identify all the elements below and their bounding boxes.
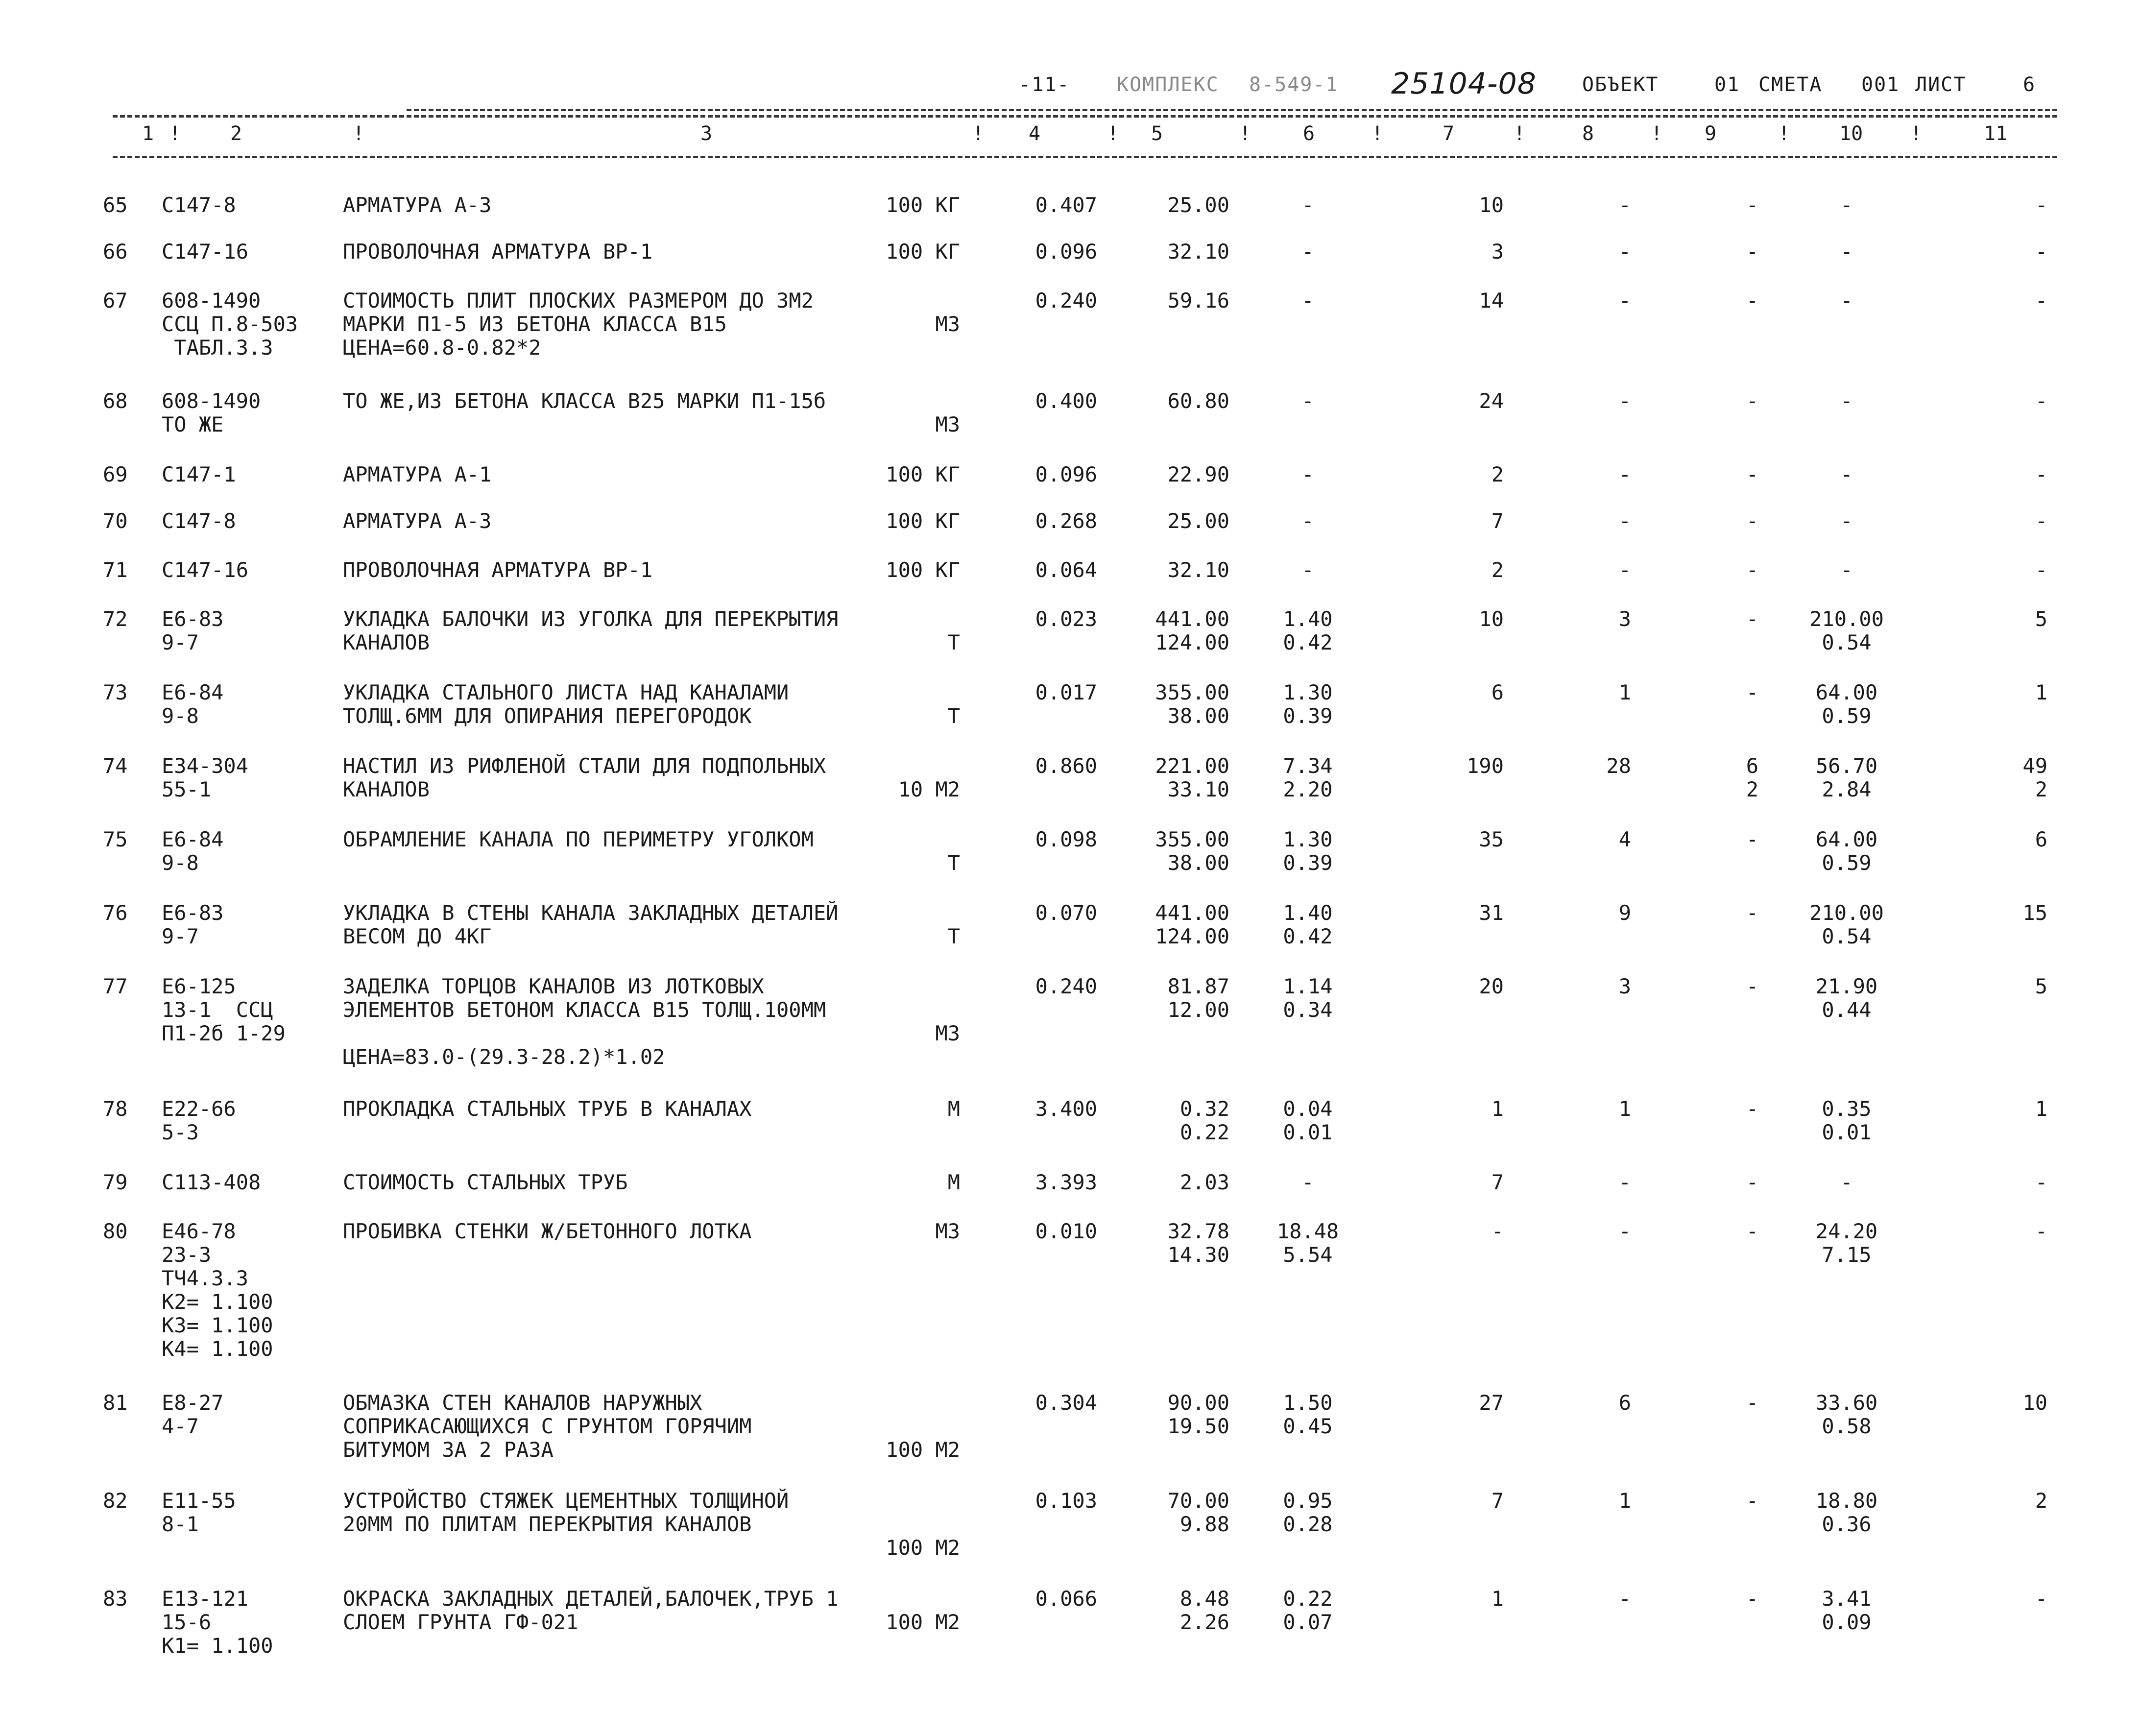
column-number-1: 1 (142, 122, 154, 145)
col-9: - (1746, 240, 1758, 264)
unit: 100 М2 (886, 1438, 960, 1462)
col-9: 6 2 (1746, 754, 1758, 801)
work-description: АРМАТУРА А-1 (343, 462, 492, 486)
unit: М3 (935, 412, 960, 436)
rate-code: Е34-304 55-1 (162, 754, 249, 801)
unit-price: 441.00 124.00 (1155, 607, 1229, 654)
work-description: АРМАТУРА А-3 (343, 193, 492, 217)
col-10: 21.90 0.44 (1815, 974, 1878, 1022)
complex-label: КОМПЛЕКС (1117, 73, 1219, 96)
col-10: - (1840, 389, 1853, 413)
col-9: - (1746, 1219, 1758, 1243)
unit-price: 32.78 14.30 (1167, 1219, 1229, 1267)
column-separator: ! (169, 122, 181, 145)
quantity: 3.400 (1035, 1097, 1097, 1121)
page-mark: -11- (1019, 73, 1070, 96)
object-no: 01 (1714, 73, 1740, 96)
col-10: 33.60 0.58 (1815, 1391, 1878, 1438)
unit-price: 355.00 38.00 (1155, 680, 1229, 728)
column-header-bottom-rule (113, 156, 2057, 158)
col-10: 0.35 0.01 (1822, 1097, 1872, 1144)
row-number: 70 (103, 509, 128, 533)
column-number-4: 4 (1029, 122, 1041, 145)
unit-price: 32.10 (1167, 240, 1229, 264)
col-10: 3.41 0.09 (1822, 1587, 1872, 1634)
unit: М3 (935, 1021, 960, 1045)
col-7: 35 (1479, 827, 1504, 851)
col-11: 5 (2035, 607, 2047, 631)
col-8: - (1618, 389, 1631, 413)
quantity: 0.860 (1035, 754, 1097, 778)
col-9: - (1746, 289, 1758, 313)
col-6: 1.40 0.42 (1283, 901, 1333, 948)
rate-code: Е6-83 9-7 (162, 901, 224, 948)
row-number: 69 (103, 462, 128, 486)
col-8: 1 (1618, 680, 1631, 704)
col-6: 0.04 0.01 (1283, 1097, 1333, 1144)
col-8: - (1618, 1587, 1631, 1611)
column-separator: ! (1651, 122, 1663, 145)
quantity: 0.240 (1035, 289, 1097, 313)
unit: Т (947, 851, 960, 875)
rate-code: Е6-84 9-8 (162, 827, 224, 875)
unit: 100 КГ (886, 509, 960, 533)
col-6: - (1301, 193, 1314, 217)
col-7: 7 (1491, 1489, 1504, 1513)
col-7: 6 (1491, 680, 1504, 704)
column-number-6: 6 (1303, 122, 1315, 145)
col-9: - (1746, 1097, 1758, 1121)
unit-price: 90.00 19.50 (1167, 1391, 1229, 1438)
col-11: - (2035, 509, 2047, 533)
col-10: - (1840, 289, 1853, 313)
unit: М3 (935, 1219, 960, 1243)
row-number: 65 (103, 193, 128, 217)
work-description: УКЛАДКА В СТЕНЫ КАНАЛА ЗАКЛАДНЫХ ДЕТАЛЕЙ ВЕСОМ ДО 4КГ (343, 901, 839, 948)
unit: 100 М2 (886, 1536, 960, 1560)
row-number: 72 (103, 607, 128, 631)
col-11: - (2035, 1219, 2047, 1243)
col-7: 190 (1467, 754, 1504, 778)
col-10: - (1840, 462, 1853, 486)
col-11: - (2035, 289, 2047, 313)
col-10: 64.00 0.59 (1815, 680, 1878, 728)
col-6: 0.22 0.07 (1283, 1587, 1333, 1634)
col-9: - (1746, 607, 1758, 631)
quantity: 0.268 (1035, 509, 1097, 533)
quantity: 0.070 (1035, 901, 1097, 925)
col-11: 6 (2035, 827, 2047, 851)
quantity: 0.096 (1035, 462, 1097, 486)
rate-code: Е13-121 15-6 К1= 1.100 (162, 1587, 273, 1658)
col-9: - (1746, 509, 1758, 533)
unit: Т (947, 630, 960, 654)
col-10: - (1840, 240, 1853, 264)
quantity: 0.304 (1035, 1391, 1097, 1415)
unit: Т (947, 704, 960, 728)
col-7: 1 (1491, 1587, 1504, 1611)
col-6: 18.48 5.54 (1276, 1219, 1339, 1267)
estimate-label: СМЕТА (1758, 73, 1823, 96)
col-9: - (1746, 462, 1758, 486)
col-6: - (1301, 509, 1314, 533)
row-number: 73 (103, 680, 128, 704)
quantity: 0.066 (1035, 1587, 1097, 1611)
col-6: - (1301, 240, 1314, 264)
col-7: 27 (1479, 1391, 1504, 1415)
col-11: - (2035, 558, 2047, 582)
row-number: 77 (103, 974, 128, 998)
work-description: СТОИМОСТЬ СТАЛЬНЫХ ТРУБ (343, 1170, 628, 1194)
col-10: 24.20 7.15 (1815, 1219, 1878, 1267)
col-8: - (1618, 462, 1631, 486)
column-number-10: 10 (1839, 122, 1863, 145)
work-description: ОКРАСКА ЗАКЛАДНЫХ ДЕТАЛЕЙ,БАЛОЧЕК,ТРУБ 1 СЛОЕМ ГРУНТА ГФ-021 (343, 1587, 839, 1634)
row-number: 76 (103, 901, 128, 925)
col-9: - (1746, 827, 1758, 851)
col-6: 1.50 0.45 (1283, 1391, 1333, 1438)
row-number: 80 (103, 1219, 128, 1243)
row-number: 83 (103, 1587, 128, 1611)
col-10: 18.80 0.36 (1815, 1489, 1878, 1536)
header-rule (407, 109, 2057, 111)
work-description: ОБМАЗКА СТЕН КАНАЛОВ НАРУЖНЫХ СОПРИКАСАЮЩИХСЯ С ГРУНТОМ ГОРЯЧИМ БИТУМОМ ЗА 2 РАЗА (343, 1391, 752, 1462)
rate-code: С147-16 (162, 240, 249, 264)
unit-price: 355.00 38.00 (1155, 827, 1229, 875)
quantity: 0.400 (1035, 389, 1097, 413)
column-separator: ! (1239, 122, 1251, 145)
row-number: 79 (103, 1170, 128, 1194)
row-number: 67 (103, 289, 128, 313)
col-11: 49 2 (2022, 754, 2047, 801)
quantity: 0.240 (1035, 974, 1097, 998)
rate-code: Е6-84 9-8 (162, 680, 224, 728)
row-number: 71 (103, 558, 128, 582)
col-9: - (1746, 1489, 1758, 1513)
col-8: - (1618, 289, 1631, 313)
col-8: 1 (1618, 1097, 1631, 1121)
column-separator: ! (1107, 122, 1119, 145)
col-6: - (1301, 289, 1314, 313)
col-8: 3 (1618, 974, 1631, 998)
column-number-8: 8 (1582, 122, 1594, 145)
col-8: 3 (1618, 607, 1631, 631)
col-8: - (1618, 193, 1631, 217)
unit-price: 25.00 (1167, 193, 1229, 217)
unit: 10 М2 (898, 777, 960, 801)
column-separator: ! (1910, 122, 1923, 145)
unit: Т (947, 924, 960, 948)
col-7: 3 (1491, 240, 1504, 264)
col-11: - (2035, 240, 2047, 264)
col-8: 28 (1606, 754, 1631, 778)
quantity: 0.407 (1035, 193, 1097, 217)
rate-code: Е46-78 23-3 ТЧ4.3.3 К2= 1.100 К3= 1.100 К4= 1.100 (162, 1219, 273, 1361)
col-9: - (1746, 1587, 1758, 1611)
col-9: - (1746, 901, 1758, 925)
col-10: 210.00 0.54 (1809, 901, 1884, 948)
sheet-no: 6 (2023, 73, 2036, 96)
column-header-top-rule (113, 115, 2057, 118)
work-description: УКЛАДКА БАЛОЧКИ ИЗ УГОЛКА ДЛЯ ПЕРЕКРЫТИЯ КАНАЛОВ (343, 607, 839, 654)
col-8: 4 (1618, 827, 1631, 851)
work-description: ТО ЖЕ,ИЗ БЕТОНА КЛАССА В25 МАРКИ П1-15б (343, 389, 826, 413)
rate-code: Е22-66 5-3 (162, 1097, 236, 1144)
work-description: ПРОБИВКА СТЕНКИ Ж/БЕТОННОГО ЛОТКА (343, 1219, 752, 1243)
unit-price: 2.03 (1179, 1170, 1229, 1194)
col-6: - (1301, 558, 1314, 582)
col-7: 14 (1479, 289, 1504, 313)
col-11: - (2035, 389, 2047, 413)
row-number: 66 (103, 240, 128, 264)
rate-code: Е8-27 4-7 (162, 1391, 224, 1438)
work-description: ПРОВОЛОЧНАЯ АРМАТУРА ВР-1 (343, 558, 653, 582)
unit-price: 25.00 (1167, 509, 1229, 533)
col-7: 10 (1479, 193, 1504, 217)
quantity: 0.010 (1035, 1219, 1097, 1243)
quantity: 0.098 (1035, 827, 1097, 851)
rate-code: С147-8 (162, 193, 236, 217)
unit: М (947, 1097, 960, 1121)
col-10: 210.00 0.54 (1809, 607, 1884, 654)
col-9: - (1746, 680, 1758, 704)
column-separator: ! (353, 122, 365, 145)
col-10: 64.00 0.59 (1815, 827, 1878, 875)
work-description: ПРОВОЛОЧНАЯ АРМАТУРА ВР-1 (343, 240, 653, 264)
col-9: - (1746, 1170, 1758, 1194)
column-number-7: 7 (1443, 122, 1455, 145)
complex-code: 8-549-1 (1249, 73, 1339, 96)
col-10: - (1840, 509, 1853, 533)
column-number-2: 2 (230, 122, 242, 145)
row-number: 78 (103, 1097, 128, 1121)
col-7: 10 (1479, 607, 1504, 631)
unit: М3 (935, 312, 960, 336)
quantity: 0.103 (1035, 1489, 1097, 1513)
rate-code: С147-1 (162, 462, 236, 486)
column-number-3: 3 (700, 122, 713, 145)
col-10: - (1840, 558, 1853, 582)
col-8: 9 (1618, 901, 1631, 925)
unit: М (947, 1170, 960, 1194)
col-7: 24 (1479, 389, 1504, 413)
work-description: АРМАТУРА А-3 (343, 509, 492, 533)
estimate-no: 001 (1861, 73, 1900, 96)
work-description: УКЛАДКА СТАЛЬНОГО ЛИСТА НАД КАНАЛАМИ ТОЛЩ.6ММ ДЛЯ ОПИРАНИЯ ПЕРЕГОРОДОК (343, 680, 789, 728)
col-11: - (2035, 193, 2047, 217)
quantity: 0.017 (1035, 680, 1097, 704)
work-description: ПРОКЛАДКА СТАЛЬНЫХ ТРУБ В КАНАЛАХ (343, 1097, 752, 1121)
unit: 100 КГ (886, 558, 960, 582)
column-number-11: 11 (1984, 122, 2008, 145)
unit-price: 221.00 33.10 (1155, 754, 1229, 801)
col-11: - (2035, 1587, 2047, 1611)
col-8: 6 (1618, 1391, 1631, 1415)
unit-price: 441.00 124.00 (1155, 901, 1229, 948)
row-number: 82 (103, 1489, 128, 1513)
col-8: - (1618, 1219, 1631, 1243)
unit-price: 81.87 12.00 (1167, 974, 1229, 1022)
col-11: 15 (2022, 901, 2047, 925)
col-11: - (2035, 462, 2047, 486)
unit: 100 М2 (886, 1610, 960, 1634)
object-label: ОБЪЕКТ (1582, 73, 1659, 96)
quantity: 0.096 (1035, 240, 1097, 264)
col-11: 1 (2035, 1097, 2047, 1121)
col-7: - (1491, 1219, 1504, 1243)
col-6: 0.95 0.28 (1283, 1489, 1333, 1536)
col-9: - (1746, 389, 1758, 413)
col-6: 1.30 0.39 (1283, 680, 1333, 728)
col-11: 10 (2022, 1391, 2047, 1415)
col-6: 1.14 0.34 (1283, 974, 1333, 1022)
rate-code: Е6-125 13-1 ССЦ П1-2б 1-29 (162, 974, 286, 1045)
unit-price: 60.80 (1167, 389, 1229, 413)
col-6: 7.34 2.20 (1283, 754, 1333, 801)
rate-code: 608-1490 ССЦ П.8-503 ТАБЛ.3.3 (162, 289, 298, 360)
col-11: 1 (2035, 680, 2047, 704)
col-11: 2 (2035, 1489, 2047, 1513)
unit-price: 70.00 9.88 (1167, 1489, 1229, 1536)
col-9: - (1746, 1391, 1758, 1415)
col-8: - (1618, 240, 1631, 264)
sheet-label: ЛИСТ (1915, 73, 1967, 96)
unit-price: 0.32 0.22 (1179, 1097, 1229, 1144)
work-description: ОБРАМЛЕНИЕ КАНАЛА ПО ПЕРИМЕТРУ УГОЛКОМ (343, 827, 814, 851)
col-6: - (1301, 389, 1314, 413)
row-number: 81 (103, 1391, 128, 1415)
unit: 100 КГ (886, 462, 960, 486)
col-6: - (1301, 462, 1314, 486)
col-7: 31 (1479, 901, 1504, 925)
unit: 100 КГ (886, 240, 960, 264)
col-11: 5 (2035, 974, 2047, 998)
rate-code: С113-408 (162, 1170, 261, 1194)
col-10: 56.70 2.84 (1815, 754, 1878, 801)
col-8: 1 (1618, 1489, 1631, 1513)
column-number-5: 5 (1151, 122, 1163, 145)
column-separator: ! (1514, 122, 1526, 145)
rate-code: 608-1490 ТО ЖЕ (162, 389, 261, 436)
unit-price: 59.16 (1167, 289, 1229, 313)
col-8: - (1618, 509, 1631, 533)
column-separator: ! (1371, 122, 1384, 145)
unit: 100 КГ (886, 193, 960, 217)
row-number: 75 (103, 827, 128, 851)
work-description: НАСТИЛ ИЗ РИФЛЕНОЙ СТАЛИ ДЛЯ ПОДПОЛЬНЫХ КАНАЛОВ (343, 754, 826, 801)
unit-price: 8.48 2.26 (1179, 1587, 1229, 1634)
col-10: - (1840, 1170, 1853, 1194)
sheet-header (1019, 67, 2096, 113)
column-number-9: 9 (1705, 122, 1717, 145)
col-7: 2 (1491, 462, 1504, 486)
col-7: 1 (1491, 1097, 1504, 1121)
quantity: 0.023 (1035, 607, 1097, 631)
col-9: - (1746, 193, 1758, 217)
col-8: - (1618, 558, 1631, 582)
work-description: СТОИМОСТЬ ПЛИТ ПЛОСКИХ РАЗМЕРОМ ДО 3М2 МАРКИ П1-5 ИЗ БЕТОНА КЛАССА В15 ЦЕНА=60.8-0.82*2 (343, 289, 814, 360)
col-10: - (1840, 193, 1853, 217)
doc-number: 25104-08 (1391, 67, 1537, 101)
work-description: ЗАДЕЛКА ТОРЦОВ КАНАЛОВ ИЗ ЛОТКОВЫХ ЭЛЕМЕНТОВ БЕТОНОМ КЛАССА В15 ТОЛЩ.100ММ ЦЕНА=83.0-(29.3-28.2)*1.02 (343, 974, 826, 1069)
unit-price: 32.10 (1167, 558, 1229, 582)
col-6: 1.30 0.39 (1283, 827, 1333, 875)
row-number: 74 (103, 754, 128, 778)
rate-code: Е11-55 8-1 (162, 1489, 236, 1536)
col-6: - (1301, 1170, 1314, 1194)
col-7: 20 (1479, 974, 1504, 998)
col-7: 7 (1491, 509, 1504, 533)
col-9: - (1746, 558, 1758, 582)
unit-price: 22.90 (1167, 462, 1229, 486)
quantity: 0.064 (1035, 558, 1097, 582)
col-9: - (1746, 974, 1758, 998)
col-8: - (1618, 1170, 1631, 1194)
column-separator: ! (972, 122, 985, 145)
work-description: УСТРОЙСТВО СТЯЖЕК ЦЕМЕНТНЫХ ТОЛЩИНОЙ 20ММ ПО ПЛИТАМ ПЕРЕКРЫТИЯ КАНАЛОВ (343, 1489, 789, 1536)
column-separator: ! (1778, 122, 1790, 145)
col-11: - (2035, 1170, 2047, 1194)
rate-code: Е6-83 9-7 (162, 607, 224, 654)
rate-code: С147-8 (162, 509, 236, 533)
col-6: 1.40 0.42 (1283, 607, 1333, 654)
col-7: 7 (1491, 1170, 1504, 1194)
quantity: 3.393 (1035, 1170, 1097, 1194)
row-number: 68 (103, 389, 128, 413)
col-7: 2 (1491, 558, 1504, 582)
rate-code: С147-16 (162, 558, 249, 582)
